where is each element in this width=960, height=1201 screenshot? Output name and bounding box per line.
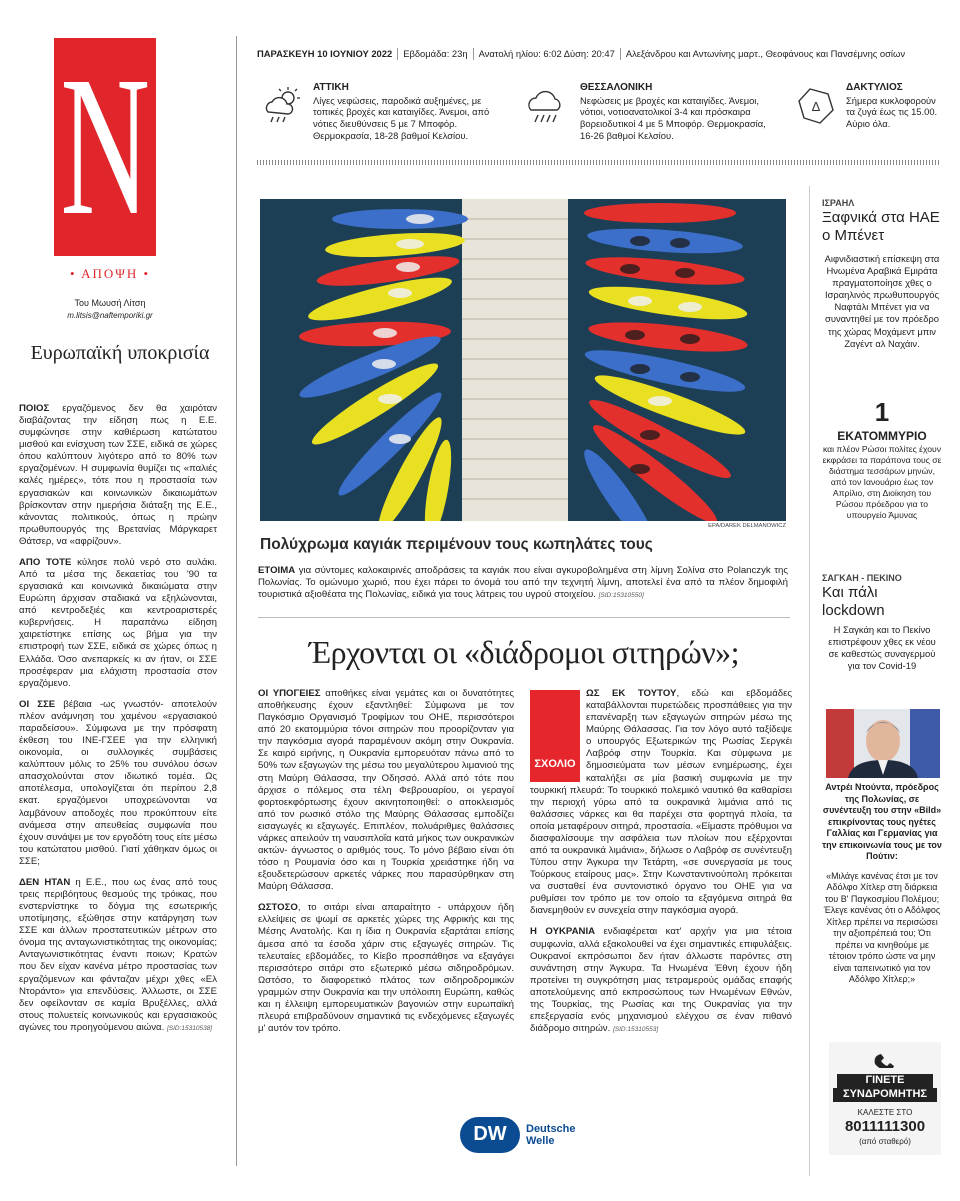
comment-badge bbox=[530, 690, 580, 782]
paragraph-text: αποθήκες είναι γεμάτες και οι δυνατότητες αποθήκευσης έχουν εξαντληθεί: Σύμφωνα με τον Παγκόσμιο Οργανισμό Τροφίμων του ΟΗΕ, περισσότεροι από 20 εκατομμύρια τόνοι σιτηρών που προορίζονταν για την παγκόσμια αγορά παραμένουν ακόμη στην Ουκρανία. Σε καιρό ειρήνης, η Ουκρανία εμπορευόταν πάνω από το 50% των εξαγωγών της μέσω του μεγαλύτερου λιμανιού της στη Μαύρη Θάλασσα, την Οδησσό. Αλλά από τότε που άρχισε ο πόλεμος στα τέλη Φεβρουαρίου, οι γεραγοί φορτοεκφόρτωσης έχουν ακινητοποιηθεί: ο αποκλεισμός από τον ρωσικό στόλο της Μαύρης Θάλασσας εμποδίζει εισαγωγές κι εξαγωγές. Επιπλέον, πολυάριθμες θαλάσσιες νάρκες απειλούν τη ναυσιπλοΐα κατά μήκος των ουκρανικών ακτών- άγνωστος ο αριθμός τους. Το μόνο βέβαιο είναι ότι τόσο η Ρουμανία όσο και η Τουρκία χρειάστηκε ήδη να εξουδετερώσουν αρκετές νάρκες που παρασύρθηκαν στη Μαύρη Θάλασσα. bbox=[258, 688, 514, 893]
paragraph-text: κύλησε πολύ νερό στο αυλάκι. Από τα μέσα της δεκαετίας του '90 τα εργασιακά και κοινωνικά δικαιώματα στην Ευρώπη άρχισαν σταδιακά να εξηλώνονται, από κεντροδεξιές και κεντροαριστερές κυβερνήσεις. Η παραπάνω είδηση χαιρετίστηκε επίσης ως βήμα για την επιστροφή των ΣΣΕ, ειδικά σε χώρες όπως η Ελλάδα. Όσο ανεπαρκείς κι αν ήταν, οι ΣΣΕ προσέφεραν μια ελάχιστη προστασία στον εργαζόμενο. bbox=[19, 556, 217, 689]
newspaper-logo bbox=[54, 38, 156, 256]
section-rule bbox=[258, 617, 790, 618]
weather-text: Σήμερα κυκλοφορούν τα ζυγά έως τις 15.00. Αύριο όλα. bbox=[846, 94, 938, 130]
brief-title: Ξαφνικά στα ΗΑΕ ο Μπένετ bbox=[822, 209, 940, 245]
sun-cloud-rain-icon bbox=[260, 86, 304, 130]
opinion-title: Ευρωπαϊκή υποκρισία bbox=[30, 342, 210, 364]
paragraph-text: εργαζόμενος δεν θα χαιρόταν διαβάζοντας την είδηση πως η Ε.Ε. συμφώνησε στην καθιέρωση κατώτατου μισθού και ενίσχυση των ΣΣΕ, ειδικά σε χώρες όπου καλύπτουν λιγότερο από το 80% των εργαζομένων. Η συμφωνία θυμίζει τις «παλιές καλές ημέρες», τότε που η προστασία των εργασιακών και κοινωνικών δικαιωμάτων βρίσκονταν στην ημερήσια διάταξη της Ε.Ε., κάνοντας πολιτικούς, όπως η πρώην πρωθυπουργός της Βρετανίας Μάργκαρετ Θάτσερ, να «αφρίζουν». bbox=[19, 403, 217, 547]
photo-caption: Πολύχρωμα καγιάκ περιμένουν τους κωπηλάτες τους bbox=[260, 536, 653, 553]
story-id: [SID:15310553] bbox=[612, 1026, 659, 1034]
promo-phone[interactable]: 8011111300 bbox=[844, 1117, 926, 1135]
stat-number: 1 bbox=[874, 397, 890, 427]
weather-text: Νεφώσεις με βροχές και καταιγίδες. Άνεμοι, νότιοι, νοτιοανατολικοί 3-4 και πρόσκαιρα βορειοδυτικοί 4 με 5 Μποφόρ. Θερμοκρασία, 16-26 βαθμοί Κελσίου. bbox=[580, 94, 766, 141]
opinion-email[interactable]: m.litsis@naftemporiki.gr bbox=[67, 311, 153, 320]
brief-kicker: ΣΑΓΚΑΗ - ΠΕΚΙΝΟ bbox=[822, 573, 902, 583]
section-label-opinion: • ΑΠΟΨΗ • bbox=[69, 266, 151, 281]
week-number: Εβδομάδα: 23η bbox=[403, 48, 468, 59]
opinion-paragraph bbox=[19, 557, 217, 690]
promo-call: ΚΑΛΕΣΤΕ ΣΤΟ bbox=[857, 1107, 913, 1117]
subscribe-promo[interactable] bbox=[829, 1042, 941, 1155]
column-divider bbox=[236, 36, 237, 1166]
paragraph-text: για σύντομες καλοκαιρινές αποδράσεις τα καγιάκ που είναι αγκυροβολημένα στη λίμνη Σολίνα στο Polanczyk της Πολωνίας. Το ομώνυμο χωριό, που έχει πάρει το όνομά του από την τεχνητή λίμνη, αποτελεί ένα από τα πλέον δημοφιλή τουριστικά αξιοθέατα της Πολωνίας, ειδικά για τους λάτρεις του υγρού στοιχείου. bbox=[258, 565, 788, 601]
stat-box bbox=[822, 396, 942, 521]
brief-text: Η Σαγκάη και το Πεκίνο επιστρέφουν χθες εκ νέου σε καθεστώς συναγερμού για τον Covid-19 bbox=[828, 624, 936, 672]
sidebar-divider bbox=[809, 186, 810, 1176]
paragraph-lead: ΩΣΤΟΣΟ bbox=[258, 902, 298, 914]
dw-logo bbox=[460, 1117, 576, 1153]
weather-text: Λίγες νεφώσεις, παροδικά αυξημένες, με τοπικές βροχές και καταιγίδες. Άνεμοι, από νότιες διευθύνσεις 5 με 7 Μποφόρ. Θερμοκρασία, 18-28 βαθμοί Κελσίου. bbox=[313, 94, 490, 141]
weather-region: ΔΑΚΤΥΛΙΟΣ bbox=[846, 82, 903, 93]
saints-day: Αλεξάνδρου και Αντωνίνης μαρτ., Θεοφάνους και Πανσέμνης οσίων bbox=[625, 48, 906, 59]
dw-mark: DW bbox=[460, 1117, 520, 1153]
paragraph-lead: ΟΙ ΥΠΟΓΕΙΕΣ bbox=[258, 688, 321, 699]
paragraph-lead: ΩΣ ΕΚ ΤΟΥΤΟΥ bbox=[586, 688, 677, 699]
article-paragraph bbox=[258, 902, 514, 1035]
paragraph-lead: ΟΙ ΣΣΕ bbox=[19, 698, 56, 710]
paragraph-lead: ΠΟΙΟΣ bbox=[19, 403, 50, 414]
photo-credit: EPA/DAREK DELMANOWICZ bbox=[708, 523, 786, 529]
story-id: [SID:15310538] bbox=[166, 1024, 213, 1032]
opinion-body bbox=[19, 403, 217, 1173]
paragraph-lead: ΔΕΝ ΗΤΑΝ bbox=[19, 876, 71, 888]
photo-text bbox=[258, 565, 788, 601]
opinion-paragraph bbox=[19, 403, 217, 548]
traffic-ring-letter: Δ bbox=[811, 99, 821, 114]
paragraph-text: ενδιαφέρεται κατ' αρχήν για μια τέτοια συμφωνία, αλλά εξακολουθεί να έχει σημαντικές επιφυλάξεις. Ουκρανοί εκπρόσωποι δεν ήταν άλλωστε παρόντες στη συνάντηση στην Άγκυρα. Τα Ηνωμένα Έθνη έχουν ήδη προτείνει τη συγκρότηση μιας τετραμερούς ομάδας επαφής αποτελούμενης από εκπροσώπους των Ηνωμένων Εθνών, της Τουρκίας, της Ρωσίας και της Ουκρανίας για την επεξεργασία ενός μηχανισμού ελέγχου σε έναν πιθανό διάδρομο σιτηρών. bbox=[530, 926, 792, 1035]
divider bbox=[397, 48, 398, 60]
quote-attribution: Αντρέι Ντούντα, πρόεδρος της Πολωνίας, σε συνέντευξη του στην «Bild» επικρίνοντας τους ηγέτες Γαλλίας και Γερμανίας για την επικοινωνία τους με τον Πούτιν: bbox=[822, 782, 942, 862]
dw-name-line2: Welle bbox=[526, 1135, 555, 1147]
stat-label: ΕΚΑΤΟΜΜΥΡΙΟ bbox=[837, 428, 927, 443]
main-headline: Έρχονται οι «διάδρομοι σιτηρών»; bbox=[308, 634, 740, 670]
china-brief bbox=[822, 573, 942, 672]
traffic-ring-icon bbox=[796, 86, 836, 126]
brief-kicker: ΙΣΡΑΗΛ bbox=[822, 198, 855, 208]
paragraph-text: , το σιτάρι είναι απαραίτητο - υπάρχουν ήδη ελλείψεις σε ψωμί σε αρκετές χώρες της Αφρικής και της Μέσης Ανατολής. Και η ίδια η Ουκρανία εξαρτάται επίσης άμεσα από τα έσοδα χάριν στις εξαγωγές σιτηρών. Τις τελευταίες εβδομάδες, το Κίεβο προσπάθησε να εξαγάγει περισσότερο σιτάρι στο εξωτερικό μέσω σιδηροδρόμων. Ωστόσο, το διαφορετικό πλάτος των σιδηροδρομικών γραμμών στην Ουκρανία και την υπόλοιπη Ευρώπη, καθώς και η έλλειψη εμπορευματικών βαγονιών στην ευρωπαϊκή πλευρά επιβραδύνουν σημαντικά τις ενδεχόμενες εξαγωγές μ' αυτόν τον τρόπο. bbox=[258, 902, 514, 1035]
article-column-1 bbox=[258, 688, 514, 1153]
article-paragraph bbox=[530, 926, 792, 1035]
quote-text: «Μιλάγε κανένας έτσι με τον Αδόλφο Χίτλερ στη διάρκεια του Β' Παγκοσμίου Πολέμου; Έλεγε κανένας ότι ο Αδόλφος Χίτλερ πρέπει να περισώσει την αξιοπρέπειά του; Ότι πρέπει να κινηθούμε με τέτοιον τρόπο ώστε να μην είναι ταπεινωτικό για τον Αδόλφο Χίτλερ;» bbox=[823, 870, 941, 985]
cloud-rain-icon bbox=[525, 86, 569, 130]
traffic-ring-notice bbox=[846, 82, 942, 130]
story-id: [SID:15310550] bbox=[598, 592, 644, 600]
weather-thessaloniki bbox=[580, 82, 780, 142]
promo-line2: ΣΥΝΔΡΟΜΗΤΗΣ bbox=[833, 1088, 937, 1102]
date: ΠΑΡΑΣΚΕΥΗ 10 ΙΟΥΝΙΟΥ 2022 bbox=[257, 48, 393, 59]
promo-note: (από σταθερό) bbox=[859, 1136, 911, 1146]
comment-label: ΣΧΟΛΙΟ bbox=[534, 758, 576, 771]
logo-letter: N bbox=[60, 36, 150, 257]
promo-line1: ΓΙΝΕΤΕ bbox=[837, 1074, 933, 1088]
dw-name-line1: Deutsche bbox=[526, 1122, 576, 1135]
opinion-paragraph bbox=[19, 699, 217, 868]
kayaks-photo bbox=[260, 199, 786, 521]
weather-attica bbox=[313, 82, 503, 142]
weather-region: ΑΤΤΙΚΗ bbox=[313, 82, 349, 93]
opinion-paragraph bbox=[19, 877, 217, 1034]
duda-portrait bbox=[826, 709, 940, 778]
paragraph-text: βέβαια -ως γνωστόν- αποτελούν πλέον ανάμνηση του χαμένου «εργασιακού παραδείσου». Σύμφωνα με την πρόσφατη έκθεση του ΙΝΕ-ΓΣΕΕ για την ελληνική οικονομία, οι συλλογικές συμβάσεις καλύπτουν μόλις το 25% του συνόλου όσων απασχολούνται στον ιδιωτικό τομέα. Ως αποτέλεσμα, υπολογίζεται ότι περίπου 2,8 εκατ. εργαζόμενοι υποχρεώνονται να λαμβάνουν αποδοχές που προκύπτουν είτε ανάμεσα στην απευθείας συμφωνία που έχουν συνάψει με τον εργοδότη τους είτε μέσω του κατώτατου μισθού. Γιατί χάθηκαν όμως οι ΣΣΕ; bbox=[19, 698, 217, 867]
divider bbox=[473, 48, 474, 60]
phone-icon bbox=[829, 1042, 941, 1072]
israel-brief bbox=[822, 198, 942, 350]
paragraph-text: , εδώ και εβδομάδες καταβάλλονται πυρετώδεις προσπάθειες για την επανέναρξη των εξαγωγών σιτηρών μέσω της Μαύρης Θάλασσας. Για τον λόγο αυτό ταξίδεψε ο υπουργός Εξωτερικών της Ρωσίας Σεργκέι Λαβρόφ στην Τουρκία. Και σύμφωνα με δημοσιεύματα των μέσων ενημέρωσης, έχει καταλήξει σε μία βασική συμφωνία με την τουρκική πλευρά: Το τουρκικό πολεμικό ναυτικό θα καθαρίσει την περιοχή γύρω από τα ουκρανικά λιμάνια από τις θαλάσσιες νάρκες και θα παρέχει στα φορτηγά πλοία, τα οποία μεταφέρουν σιτηρά, προστασία. «Είμαστε πρόθυμοι να διασφαλίσουμε την ασφάλεια των πλοίων που εξέρχονται από τα ουκρανικά λιμάνια», δήλωσε ο Λαβρόφ σε συνέντευξη Τύπου στην Άγκυρα την Τετάρτη, «σε συνεργασία με τους Τούρκους εταίρους μας». Στην Κωνσταντινούπολη πρόκειται να συσταθεί ένα συντονιστικό όργανο του ΟΗΕ για να ρυθμίσει τον τρόπο με τον οποίο τα εξαγόμενα σιτηρά θα διανεμηθούν εν συνεχεία στην παγκόσμια αγορά. bbox=[530, 688, 792, 917]
stat-text: και πλέον Ρώσοι πολίτες έχουν εκφράσει τα παράπονα τους σε διάστημα τεσσάρων μηνών, από τον Ιανουάριο έως τον Απρίλιο, στη Διοίκηση του Ρώσου πρόεδρου για το υπουργείο Άμυνας bbox=[822, 443, 942, 520]
paragraph-lead: ΕΤΟΙΜΑ bbox=[258, 565, 296, 576]
brief-title: Και πάλι lockdown bbox=[822, 584, 885, 620]
duda-quote bbox=[822, 782, 942, 986]
paragraph-text: η Ε.Ε., που ως ένας από τους τρεις περιβόητους θεσμούς της τρόικας, που ενστερνίστηκε το δόγμα της εσωτερικής υποτίμησης, εξώθησε στην κατάργηση των ΣΣΕ και άλλων προστατευτικών μέτρων στο όνομα της ανταγωνιστικότητας της οικονομίας; Ανταγωνιστικότητας έναντι ποιων; Κρατών που δεν είχαν κανένα μέτρο προστασίας των εργαζόμενων και φάνταζαν μέχρι χθες «Ελ Ντοράντο» για επενδύσεις. Άλλωστε, οι ΣΣΕ δεν οφείλονταν σε καμία Βρυξέλλες, αλλά στους πολυετείς κοινωνικούς και εργασιακούς αγώνες του προηγούμενου αιώνα. bbox=[19, 876, 217, 1033]
date-bar bbox=[257, 48, 940, 60]
sun-times: Ανατολή ηλίου: 6:02 Δύση: 20:47 bbox=[478, 48, 615, 59]
header-rule bbox=[257, 160, 940, 165]
paragraph-lead: Η ΟΥΚΡΑΝΙΑ bbox=[530, 926, 596, 938]
brief-text: Αιφνιδιαστική επίσκεψη στα Ηνωμένα Αραβικά Εμιράτα πραγματοποίησε χθες ο Ισραηλινός πρωθυπουργός Ναφτάλι Μπένετ για να συναντηθεί με τον πρόεδρο της χώρας Μοχάμεντ μπιν Ζαγέντ αλ Ναχάιν. bbox=[824, 253, 940, 349]
divider bbox=[620, 48, 621, 60]
dw-name bbox=[526, 1123, 576, 1147]
weather-region: ΘΕΣΣΑΛΟΝΙΚΗ bbox=[580, 82, 653, 93]
opinion-author: Του Μωυσή Λίτση bbox=[74, 298, 146, 308]
paragraph-lead: ΑΠΟ ΤΟΤΕ bbox=[19, 556, 72, 568]
article-paragraph bbox=[258, 688, 514, 893]
